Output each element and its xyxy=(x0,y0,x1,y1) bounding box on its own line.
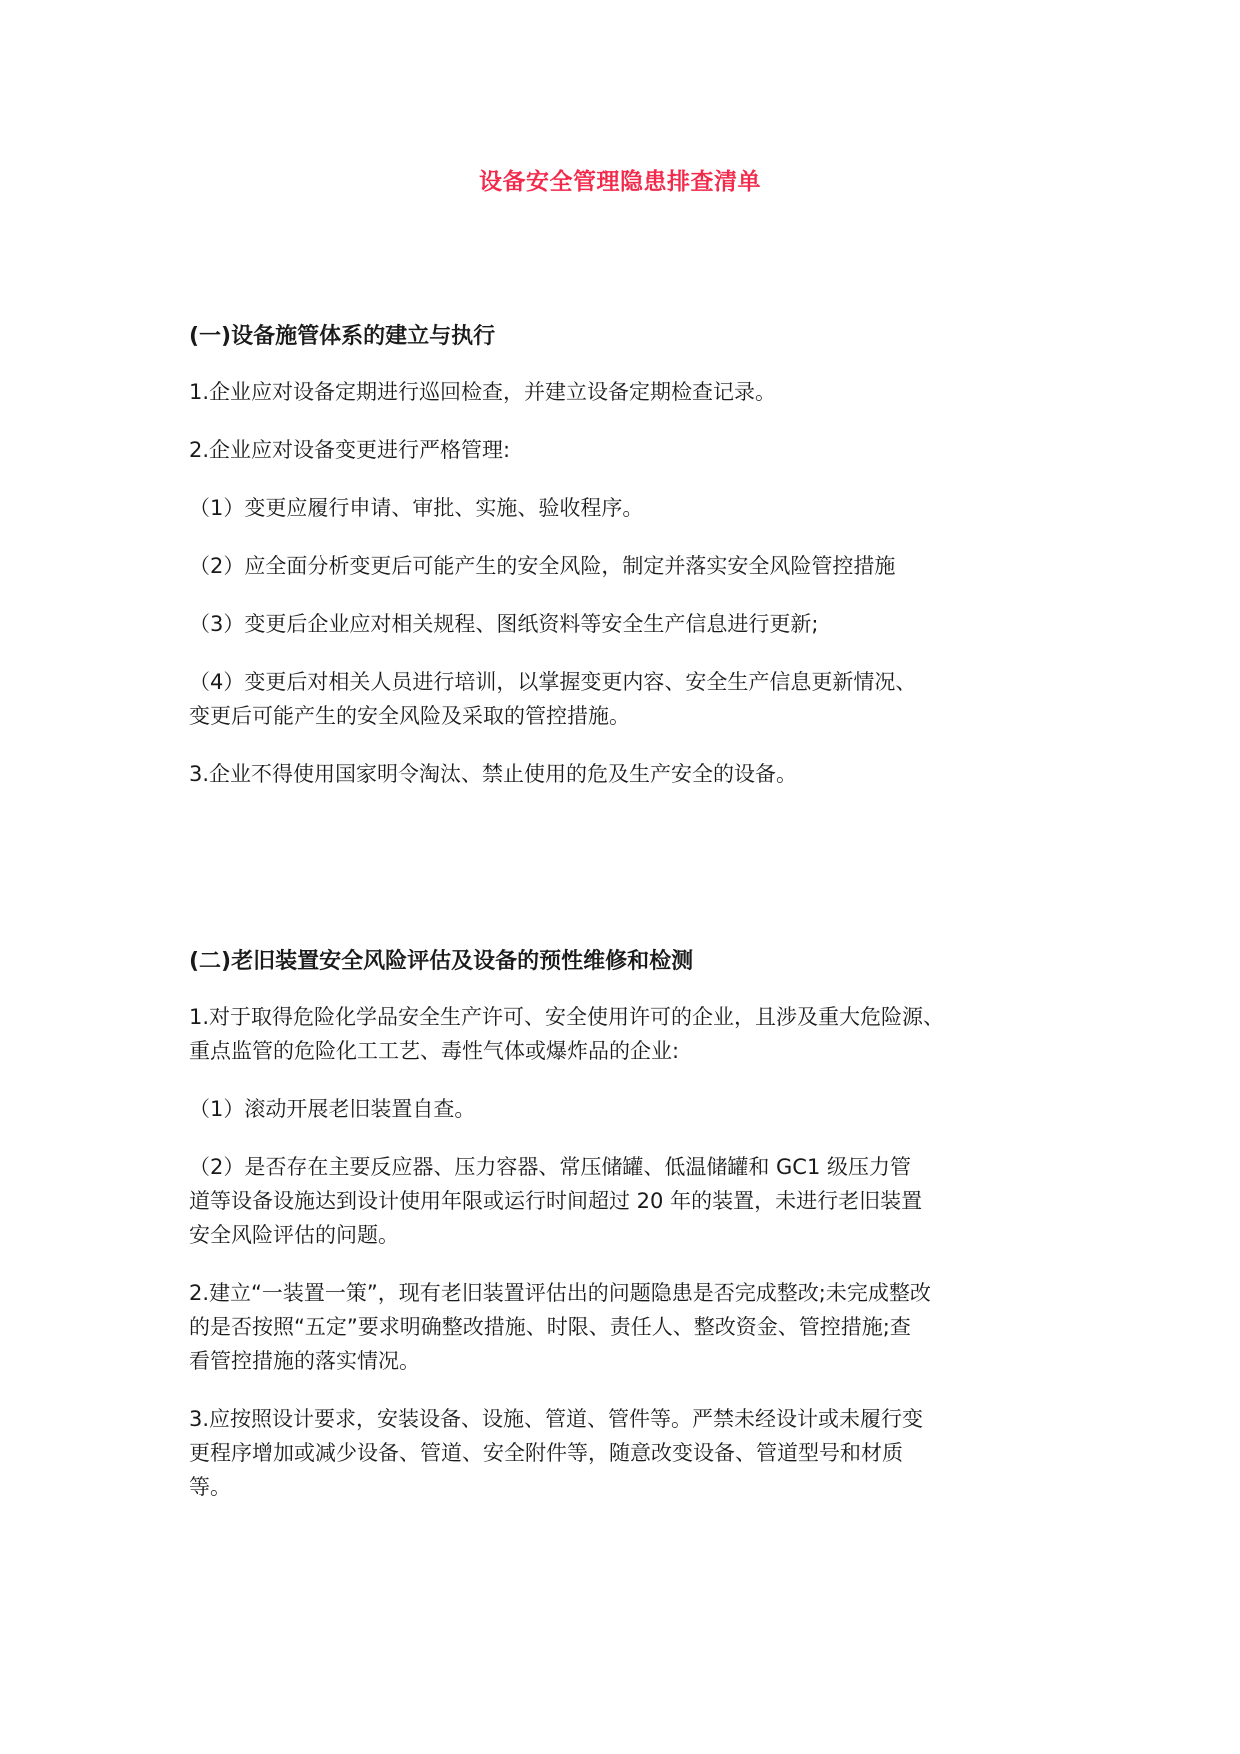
section-1-paragraph-7 xyxy=(189,757,1089,791)
paragraph-line: （1）滚动开展老旧装置自查。 xyxy=(189,1097,476,1121)
section-2-paragraph-1 xyxy=(189,1000,1089,1068)
paragraph-line: 2.企业应对设备变更进行严格管理: xyxy=(189,438,511,462)
section-1-paragraph-4 xyxy=(189,549,1089,583)
paragraph-line: 的是否按照“五定”要求明确整改措施、时限、责任人、整改资金、管控措施;查 xyxy=(189,1315,911,1339)
section-1 xyxy=(189,321,1089,791)
section-2 xyxy=(189,946,1089,1504)
section-1-paragraph-1 xyxy=(189,375,1089,409)
paragraph-line: （2）应全面分析变更后可能产生的安全风险，制定并落实安全风险管控措施 xyxy=(189,554,896,578)
section-2-paragraph-2 xyxy=(189,1092,1089,1126)
paragraph-line: 更程序增加或减少设备、管道、安全附件等，随意改变设备、管道型号和材质 xyxy=(189,1441,903,1465)
paragraph-line: 重点监管的危险化工工艺、毒性气体或爆炸品的企业: xyxy=(189,1039,680,1063)
section-1-paragraph-6 xyxy=(189,665,1089,733)
paragraph-line: 1.企业应对设备定期进行巡回检查，并建立设备定期检查记录。 xyxy=(189,380,777,404)
section-1-paragraph-3 xyxy=(189,491,1089,525)
section-2-paragraph-4 xyxy=(189,1276,1089,1378)
paragraph-line: （1）变更应履行申请、审批、实施、验收程序。 xyxy=(189,496,644,520)
paragraph-line: 1.对于取得危险化学品安全生产许可、安全使用许可的企业，且涉及重大危险源、 xyxy=(189,1005,945,1029)
paragraph-line: 安全风险评估的问题。 xyxy=(189,1223,399,1247)
section-1-heading: (一)设备施管体系的建立与执行 xyxy=(189,324,496,349)
paragraph-line: 道等设备设施达到设计使用年限或运行时间超过 20 年的装置，未进行老旧装置 xyxy=(189,1189,923,1213)
document-title: 设备安全管理隐患排查清单 xyxy=(479,169,761,195)
paragraph-line: 等。 xyxy=(189,1475,231,1499)
paragraph-line: 3.应按照设计要求，安装设备、设施、管道、管件等。严禁未经设计或未履行变 xyxy=(189,1407,924,1431)
paragraph-line: （4）变更后对相关人员进行培训，以掌握变更内容、安全生产信息更新情况、 xyxy=(189,670,917,694)
paragraph-line: 变更后可能产生的安全风险及采取的管控措施。 xyxy=(189,704,630,728)
paragraph-line: 3.企业不得使用国家明令淘汰、禁止使用的危及生产安全的设备。 xyxy=(189,762,798,786)
paragraph-line: 看管控措施的落实情况。 xyxy=(189,1349,420,1373)
section-1-paragraph-2 xyxy=(189,433,1089,467)
paragraph-line: 2.建立“一装置一策”，现有老旧装置评估出的问题隐患是否完成整改;未完成整改 xyxy=(189,1281,931,1305)
section-2-paragraph-5 xyxy=(189,1402,1089,1504)
section-2-paragraph-3 xyxy=(189,1150,1089,1252)
section-1-paragraph-5 xyxy=(189,607,1089,641)
paragraph-line: （2）是否存在主要反应器、压力容器、常压储罐、低温储罐和 GC1 级压力管 xyxy=(189,1155,912,1179)
section-2-heading: (二)老旧装置安全风险评估及设备的预性维修和检测 xyxy=(189,949,694,974)
paragraph-line: （3）变更后企业应对相关规程、图纸资料等安全生产信息进行更新; xyxy=(189,612,819,636)
